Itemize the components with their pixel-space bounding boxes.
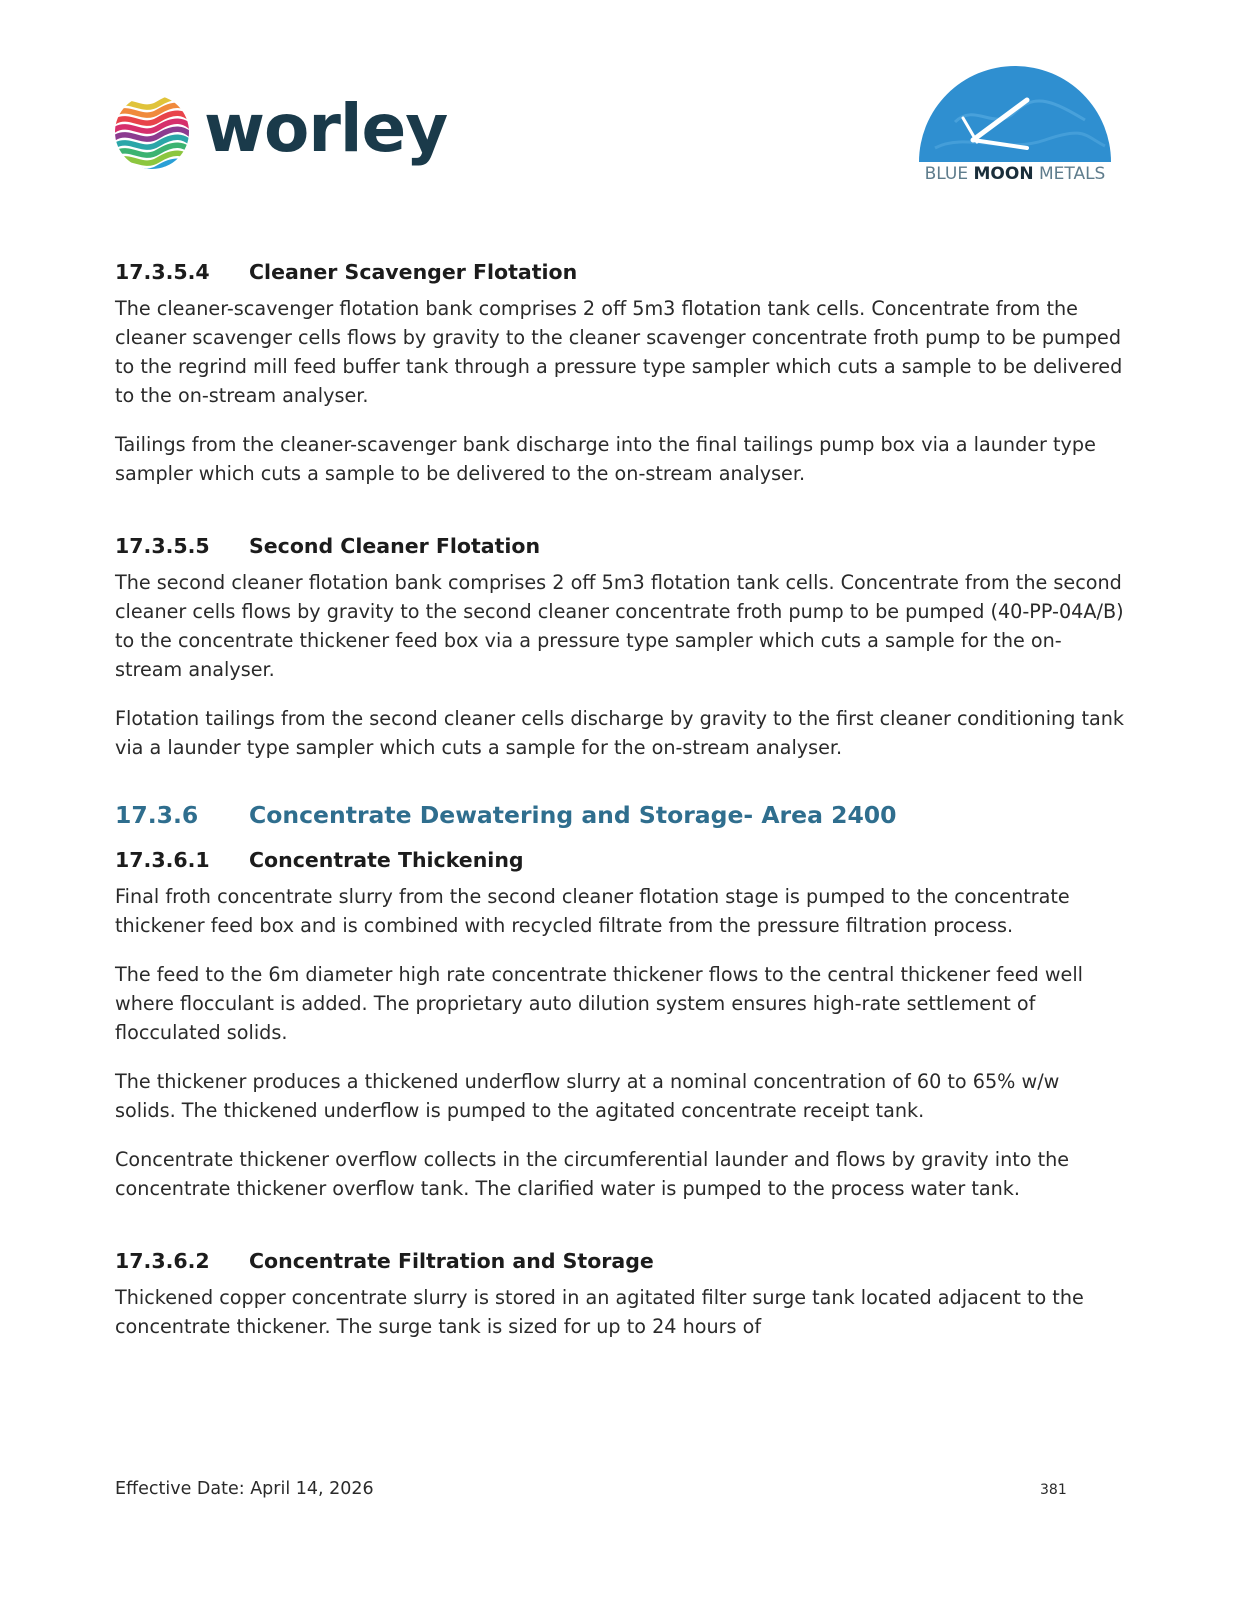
section-heading-17-3-6-2 — [115, 1247, 1125, 1275]
paragraph: The cleaner-scavenger flotation bank comprises 2 off 5m3 flotation tank cells. Concentrate from the cleaner scavenger cells flows by gravity to the cleaner scavenger concentrate froth pump to be pumped to the regrind mill feed buffer tank through a pressure type sampler which cuts a sample to be delivered to the on-stream analyser. — [115, 297, 1123, 407]
section-heading-17-3-5-4 — [115, 258, 1125, 286]
effective-date: Effective Date: April 14, 2026 — [115, 1479, 374, 1499]
section-heading-17-3-6-1 — [115, 846, 1125, 874]
paragraph: Flotation tailings from the second cleaner cells discharge by gravity to the first cleaner conditioning tank via a launder type sampler which cuts a sample for the on-stream analyser. — [115, 707, 1125, 759]
section-title: Second Cleaner Flotation — [249, 534, 541, 558]
paragraph: The second cleaner flotation bank comprises 2 off 5m3 flotation tank cells. Concentrate from the second cleaner cells flows by gravity to the second cleaner concentrate froth pump to be pumped (40-PP-04A/B) to the concentrate thickener feed box via a pressure type sampler which cuts a sample for the on-stream analyser. — [115, 571, 1124, 681]
paragraph: Thickened copper concentrate slurry is stored in an agitated filter surge tank located adjacent to the concentrate thickener. The surge tank is sized for up to 24 hours of — [115, 1286, 1084, 1338]
section-title: Concentrate Thickening — [249, 848, 524, 872]
brand-part-blue: BLUE — [924, 164, 974, 184]
section-title: Concentrate Filtration and Storage — [249, 1249, 654, 1273]
section-number: 17.3.5.4 — [115, 260, 210, 284]
section-title: Concentrate Dewatering and Storage- Area 2400 — [249, 801, 897, 829]
section-title: Cleaner Scavenger Flotation — [249, 260, 578, 284]
section-number: 17.3.6 — [115, 801, 199, 829]
blue-moon-metals-brand — [905, 164, 1125, 184]
brand-part-metals: METALS — [1033, 164, 1106, 184]
section-number: 17.3.6.1 — [115, 848, 210, 872]
worley-logo — [112, 92, 452, 178]
blue-moon-metals-logo — [905, 62, 1125, 192]
worley-wordmark: worley — [204, 90, 448, 167]
section-heading-17-3-6 — [115, 798, 1125, 832]
paragraph: Final froth concentrate slurry from the second cleaner flotation stage is pumped to the concentrate thickener feed box and is combined with recycled filtrate from the pressure filtration process. — [115, 885, 1070, 937]
page-number: 381 — [1040, 1482, 1067, 1498]
section-heading-17-3-5-5 — [115, 532, 1125, 560]
paragraph: The thickener produces a thickened underflow slurry at a nominal concentration of 60 to 65% w/w solids. The thickened underflow is pumped to the agitated concentrate receipt tank. — [115, 1070, 1060, 1122]
blue-moon-icon — [915, 62, 1115, 166]
section-number: 17.3.6.2 — [115, 1249, 210, 1273]
paragraph: Concentrate thickener overflow collects in the circumferential launder and flows by gravity into the concentrate thickener overflow tank. The clarified water is pumped to the process water tank. — [115, 1148, 1070, 1200]
paragraph: The feed to the 6m diameter high rate concentrate thickener flows to the central thickener feed well where flocculant is added. The proprietary auto dilution system ensures high-rate settlement of flocculated solids. — [115, 963, 1084, 1044]
section-number: 17.3.5.5 — [115, 534, 210, 558]
brand-part-moon: MOON — [973, 164, 1034, 184]
worley-swirl-icon — [112, 92, 192, 172]
paragraph: Tailings from the cleaner-scavenger bank discharge into the final tailings pump box via a launder type sampler which cuts a sample to be delivered to the on-stream analyser. — [115, 433, 1096, 485]
document-body — [115, 258, 1125, 1341]
